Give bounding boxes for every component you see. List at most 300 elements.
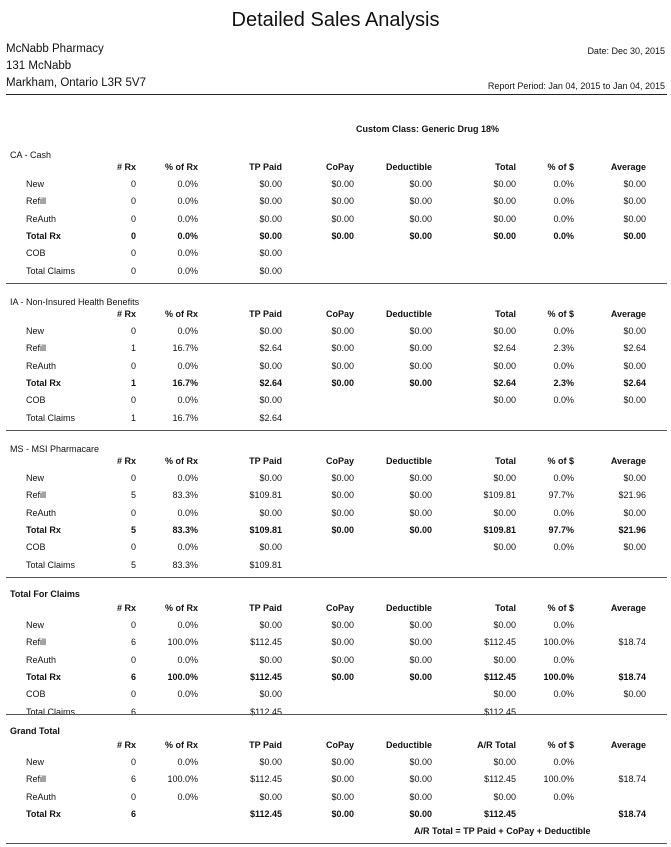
table-cell: $0.00 [623, 326, 646, 336]
table-cell: 0.0% [177, 757, 198, 767]
table-cell: $0.00 [493, 360, 516, 371]
table-cell: $0.00 [259, 230, 282, 241]
table-cell: $0.00 [409, 213, 432, 224]
table-cell: 100.0% [167, 637, 198, 648]
row-label: Refill [26, 196, 47, 207]
table-row [6, 707, 667, 724]
row-label: COB [26, 689, 46, 700]
table-cell: $0.00 [409, 654, 432, 665]
table-cell: 0.0% [177, 395, 198, 406]
table-cell: $0.00 [259, 395, 282, 406]
table-row [6, 689, 667, 706]
table-cell: 5 [130, 524, 136, 535]
table-cell: 100.0% [543, 671, 574, 682]
row-label: Refill [26, 343, 47, 354]
row-label: Refill [26, 637, 47, 648]
pharmacy-name: McNabb Pharmacy [6, 43, 104, 55]
row-label: Total Claims [26, 265, 76, 276]
column-header: # Rx [116, 740, 136, 750]
table-cell: $112.45 [484, 637, 516, 648]
table-cell: 0 [130, 620, 136, 630]
column-header: % of $ [547, 740, 574, 750]
report-date: Date: Dec 30, 2015 [587, 46, 665, 56]
column-header-row [6, 309, 667, 326]
table-row [6, 395, 667, 412]
table-cell: $0.00 [409, 637, 432, 648]
table-cell: $0.00 [409, 473, 432, 483]
table-cell: $0.00 [259, 265, 282, 276]
table-cell: 0 [130, 542, 136, 553]
table-cell: $18.74 [618, 671, 646, 682]
table-cell: $2.64 [259, 412, 282, 423]
table-cell: $0.00 [409, 620, 432, 630]
table-cell: $0.00 [331, 524, 354, 535]
section-title: Total For Claims [10, 589, 80, 599]
section-divider [6, 577, 667, 578]
table-cell: $0.00 [331, 196, 354, 207]
column-header: Total [495, 309, 516, 319]
column-header: TP Paid [249, 309, 282, 319]
section-divider [6, 714, 667, 715]
table-cell: 0.0% [553, 757, 574, 767]
table-row [6, 179, 667, 196]
table-cell: $0.00 [623, 360, 646, 371]
table-row [6, 757, 667, 774]
table-cell: $0.00 [493, 654, 516, 665]
table-cell: 2.3% [553, 343, 574, 354]
table-cell: $21.96 [618, 490, 646, 501]
table-cell: 0.0% [177, 179, 198, 189]
custom-class-value: Generic Drug 18% [421, 124, 500, 134]
row-label: Total Rx [26, 230, 61, 241]
table-cell: 100.0% [167, 671, 198, 682]
table-cell: 0.0% [553, 654, 574, 665]
table-cell: $18.74 [618, 637, 646, 648]
table-cell: $0.00 [409, 377, 432, 388]
table-cell: $0.00 [409, 360, 432, 371]
table-cell: $109.81 [249, 524, 282, 535]
table-row [6, 542, 667, 559]
table-row [6, 413, 667, 430]
column-header-row [6, 740, 667, 757]
table-cell: $0.00 [409, 671, 432, 682]
table-cell: 0 [130, 507, 136, 518]
table-cell: $0.00 [623, 213, 646, 224]
column-header: Average [610, 162, 646, 172]
report-period: Report Period: Jan 04, 2015 to Jan 04, 2015 [487, 81, 665, 91]
table-cell: $112.45 [483, 808, 516, 819]
row-label: ReAuth [26, 654, 57, 665]
table-row [6, 214, 667, 231]
table-row [6, 266, 667, 283]
row-label: ReAuth [26, 791, 57, 802]
table-cell: $0.00 [259, 213, 282, 224]
table-cell: 0 [130, 473, 136, 483]
table-cell: $0.00 [331, 654, 354, 665]
table-cell: 6 [130, 808, 136, 819]
table-cell: $2.64 [623, 343, 646, 354]
table-cell: 0.0% [553, 395, 574, 406]
table-cell: 0.0% [553, 791, 574, 802]
table-cell: $0.00 [623, 689, 646, 700]
pharmacy-street: 131 McNabb [6, 60, 72, 72]
table-cell: $0.00 [409, 791, 432, 802]
table-cell: $0.00 [331, 774, 354, 785]
table-cell: 16.7% [172, 412, 198, 423]
column-header: Total [495, 162, 516, 172]
table-row [6, 774, 667, 791]
column-header: Average [610, 603, 646, 613]
table-cell: 6 [130, 671, 136, 682]
table-cell: $112.45 [484, 774, 516, 785]
table-cell: 6 [130, 774, 136, 785]
row-label: Total Claims [26, 706, 76, 717]
table-cell: $0.00 [259, 179, 282, 189]
table-row [6, 792, 667, 809]
table-cell: $0.00 [259, 654, 282, 665]
table-cell: $0.00 [331, 230, 354, 241]
table-cell: 0.0% [553, 179, 574, 189]
table-cell: $0.00 [409, 179, 432, 189]
section-title: Grand Total [10, 726, 60, 736]
column-header: TP Paid [249, 740, 282, 750]
table-cell: 0.0% [177, 654, 198, 665]
column-header: % of Rx [164, 456, 198, 466]
table-cell: 0.0% [553, 689, 574, 700]
table-row [6, 560, 667, 577]
table-cell: $109.81 [483, 524, 516, 535]
table-cell: $0.00 [259, 196, 282, 207]
column-header: % of $ [547, 603, 574, 613]
section-divider [6, 430, 667, 431]
table-row [6, 508, 667, 525]
table-cell: $109.81 [249, 559, 282, 570]
table-cell: 0.0% [177, 542, 198, 553]
table-cell: 0.0% [177, 248, 198, 259]
table-cell: $0.00 [493, 213, 516, 224]
custom-class-label: Custom Class: [356, 124, 420, 134]
table-cell: $18.74 [618, 774, 646, 785]
table-cell: 0.0% [553, 230, 574, 241]
table-cell: 0.0% [177, 196, 198, 207]
table-row [6, 248, 667, 265]
table-cell: 0 [130, 213, 136, 224]
row-label: New [26, 620, 45, 630]
table-cell: $0.00 [623, 179, 646, 189]
column-header: CoPay [325, 309, 354, 319]
column-header: Deductible [385, 740, 432, 750]
table-cell: $0.00 [623, 473, 646, 483]
section-title: IA - Non-Insured Health Benefits [10, 297, 140, 307]
table-cell: $112.45 [250, 706, 282, 717]
table-cell: $0.00 [331, 473, 354, 483]
column-header: Average [610, 309, 646, 319]
column-header: % of Rx [164, 740, 198, 750]
table-cell: $2.64 [623, 377, 646, 388]
table-cell: 2.3% [553, 377, 574, 388]
table-cell: $0.00 [409, 196, 432, 207]
column-header: Deductible [385, 309, 432, 319]
table-cell: $0.00 [409, 490, 432, 501]
table-cell: 83.3% [172, 490, 198, 501]
table-cell: $0.00 [259, 757, 282, 767]
table-cell: 100.0% [167, 774, 198, 785]
table-cell: $0.00 [259, 542, 282, 553]
table-cell: 0.0% [177, 326, 198, 336]
table-cell: $21.96 [618, 524, 646, 535]
table-row [6, 672, 667, 689]
table-cell: $2.64 [259, 343, 282, 354]
table-cell: $0.00 [331, 791, 354, 802]
table-cell: $0.00 [331, 179, 354, 189]
table-cell: 0.0% [553, 326, 574, 336]
table-cell: $0.00 [259, 248, 282, 259]
table-cell: 0 [130, 326, 136, 336]
table-row [6, 378, 667, 395]
custom-class [356, 124, 499, 134]
row-label: COB [26, 248, 46, 259]
column-header: # Rx [116, 603, 136, 613]
column-header: Average [610, 456, 646, 466]
table-cell: 0 [130, 360, 136, 371]
table-row [6, 490, 667, 507]
table-cell: 0 [130, 757, 136, 767]
column-header: TP Paid [249, 162, 282, 172]
table-cell: 0.0% [553, 542, 574, 553]
table-cell: $0.00 [623, 230, 646, 241]
column-header: # Rx [116, 309, 136, 319]
column-header: # Rx [116, 456, 136, 466]
table-cell: 0 [130, 395, 136, 406]
column-header: Total [495, 456, 516, 466]
table-cell: 0.0% [553, 360, 574, 371]
table-cell: 1 [130, 377, 136, 388]
table-cell: $0.00 [259, 791, 282, 802]
table-cell: $0.00 [409, 774, 432, 785]
table-cell: $2.64 [493, 377, 516, 388]
table-cell: 0.0% [177, 689, 198, 700]
table-cell: 0.0% [553, 620, 574, 630]
table-cell: 5 [130, 490, 136, 501]
table-cell: $2.64 [493, 343, 516, 354]
table-row [6, 620, 667, 637]
row-label: Total Rx [26, 377, 61, 388]
table-cell: $0.00 [493, 395, 516, 406]
footer-divider [6, 843, 667, 844]
row-label: Refill [26, 490, 47, 501]
row-label: Total Rx [26, 524, 61, 535]
table-cell: $112.45 [484, 706, 516, 717]
section-divider [6, 283, 667, 284]
table-cell: 0.0% [177, 620, 198, 630]
table-cell: 0.0% [553, 196, 574, 207]
column-header: CoPay [325, 740, 354, 750]
table-cell: 0.0% [177, 473, 198, 483]
table-cell: $0.00 [259, 689, 282, 700]
table-cell: 0 [130, 791, 136, 802]
table-cell: $112.45 [249, 671, 282, 682]
table-cell: 16.7% [172, 343, 198, 354]
row-label: Total Claims [26, 559, 76, 570]
row-label: COB [26, 542, 46, 553]
table-row [6, 809, 667, 826]
table-cell: 0.0% [553, 507, 574, 518]
table-cell: 0.0% [177, 360, 198, 371]
row-label: New [26, 757, 45, 767]
report-title: Detailed Sales Analysis [231, 9, 440, 31]
table-cell: $0.00 [331, 490, 354, 501]
table-cell: $0.00 [259, 507, 282, 518]
column-header-row [6, 162, 667, 179]
table-cell: $0.00 [493, 179, 516, 189]
table-cell: 0 [130, 248, 136, 259]
column-header: % of Rx [164, 162, 198, 172]
table-cell: $0.00 [409, 524, 432, 535]
column-header: Average [610, 740, 646, 750]
column-header: CoPay [325, 162, 354, 172]
table-cell: 1 [130, 412, 136, 423]
table-cell: $18.74 [618, 808, 646, 819]
table-cell: $0.00 [409, 326, 432, 336]
table-cell: $0.00 [409, 343, 432, 354]
table-cell: $112.45 [250, 637, 282, 648]
table-cell: $112.45 [250, 774, 282, 785]
table-cell: $0.00 [331, 213, 354, 224]
column-header: Deductible [385, 162, 432, 172]
table-cell: $112.45 [483, 671, 516, 682]
table-cell: 1 [130, 343, 136, 354]
table-cell: 97.7% [548, 490, 574, 501]
table-row [6, 196, 667, 213]
table-cell: $0.00 [259, 473, 282, 483]
table-cell: 83.3% [172, 524, 198, 535]
table-cell: 16.7% [172, 377, 198, 388]
table-row [6, 231, 667, 248]
table-cell: 0.0% [553, 473, 574, 483]
column-header: Total [495, 603, 516, 613]
column-header: Deductible [385, 456, 432, 466]
table-cell: 0 [130, 265, 136, 276]
section-title: MS - MSI Pharmacare [10, 444, 100, 454]
table-cell: $109.81 [249, 490, 282, 501]
table-row [6, 473, 667, 490]
table-cell: 0.0% [553, 213, 574, 224]
column-header: TP Paid [249, 603, 282, 613]
table-cell: $0.00 [493, 620, 516, 630]
column-header: Deductible [385, 603, 432, 613]
table-cell: $0.00 [409, 230, 432, 241]
table-row [6, 525, 667, 542]
table-cell: $0.00 [493, 757, 516, 767]
table-cell: 100.0% [543, 637, 574, 648]
table-cell: $0.00 [493, 473, 516, 483]
table-cell: $0.00 [409, 757, 432, 767]
table-cell: $0.00 [331, 360, 354, 371]
table-cell: 97.7% [548, 524, 574, 535]
table-row [6, 343, 667, 360]
table-cell: $0.00 [409, 507, 432, 518]
table-cell: $109.81 [483, 490, 516, 501]
table-cell: $0.00 [331, 808, 354, 819]
header-divider [6, 94, 667, 95]
table-cell: $0.00 [259, 360, 282, 371]
table-cell: $0.00 [493, 542, 516, 553]
column-header: % of Rx [164, 309, 198, 319]
table-cell: $0.00 [259, 326, 282, 336]
column-header-row [6, 603, 667, 620]
table-cell: $0.00 [409, 808, 432, 819]
table-cell: $0.00 [331, 671, 354, 682]
table-cell: 0.0% [177, 230, 198, 241]
table-cell: 6 [130, 706, 136, 717]
column-header: CoPay [325, 456, 354, 466]
table-cell: 0 [130, 689, 136, 700]
column-header: A/R Total [477, 740, 516, 750]
row-label: Refill [26, 774, 47, 785]
row-label: ReAuth [26, 213, 57, 224]
table-cell: $0.00 [331, 343, 354, 354]
table-cell: $0.00 [623, 542, 646, 553]
table-cell: $0.00 [493, 230, 516, 241]
table-cell: $0.00 [623, 507, 646, 518]
table-row [6, 655, 667, 672]
table-cell: 83.3% [172, 559, 198, 570]
table-cell: 0.0% [177, 213, 198, 224]
column-header: % of $ [547, 162, 574, 172]
table-row [6, 637, 667, 654]
column-header-row [6, 456, 667, 473]
table-cell: 0.0% [177, 507, 198, 518]
table-cell: $0.00 [493, 196, 516, 207]
table-cell: 0.0% [177, 265, 198, 276]
table-cell: $112.45 [249, 808, 282, 819]
column-header: CoPay [325, 603, 354, 613]
table-cell: $0.00 [331, 507, 354, 518]
column-header: % of $ [547, 456, 574, 466]
row-label: New [26, 179, 45, 189]
table-row [6, 361, 667, 378]
table-cell: $0.00 [331, 377, 354, 388]
column-header: # Rx [116, 162, 136, 172]
table-row [6, 326, 667, 343]
row-label: New [26, 326, 45, 336]
row-label: Total Claims [26, 412, 76, 423]
section-title: CA - Cash [10, 150, 52, 160]
table-cell: $2.64 [259, 377, 282, 388]
row-label: New [26, 473, 45, 483]
table-cell: 0 [130, 230, 136, 241]
table-cell: $0.00 [623, 196, 646, 207]
table-cell: 0.0% [177, 791, 198, 802]
table-cell: 6 [130, 637, 136, 648]
table-cell: 0 [130, 196, 136, 207]
column-header: TP Paid [249, 456, 282, 466]
row-label: Total Rx [26, 671, 61, 682]
row-label: COB [26, 395, 46, 406]
table-cell: 0 [130, 179, 136, 189]
row-label: ReAuth [26, 507, 57, 518]
table-cell: 100.0% [543, 774, 574, 785]
table-cell: $0.00 [493, 791, 516, 802]
pharmacy-city: Markham, Ontario L3R 5V7 [6, 77, 146, 89]
row-label: ReAuth [26, 360, 57, 371]
ar-total-footnote: A/R Total = TP Paid + CoPay + Deductible [414, 826, 591, 836]
table-cell: $0.00 [493, 689, 516, 700]
column-header: % of $ [547, 309, 574, 319]
table-cell: $0.00 [493, 507, 516, 518]
table-cell: $0.00 [623, 395, 646, 406]
table-cell: $0.00 [331, 637, 354, 648]
